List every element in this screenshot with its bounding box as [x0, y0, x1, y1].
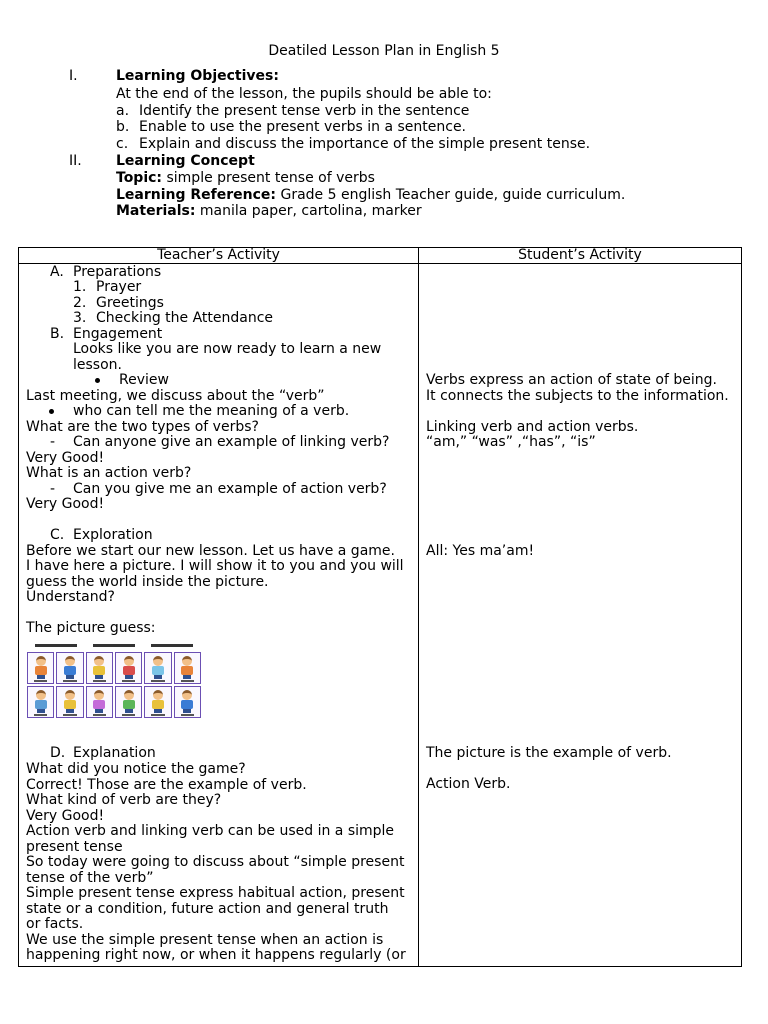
picture-card	[56, 686, 83, 718]
student-activity-header: Student’s Activity	[419, 248, 742, 264]
objective-marker: c.	[116, 136, 129, 152]
student-answer: All: Yes ma’am!	[426, 543, 535, 559]
prep-item: Checking the Attendance	[96, 310, 274, 326]
reference-label: Learning Reference:	[116, 187, 277, 203]
prep-item: Greetings	[96, 295, 164, 311]
activity-table	[18, 247, 742, 967]
picture-card	[86, 652, 113, 684]
picture-card	[174, 686, 201, 718]
picture-card	[115, 652, 142, 684]
explanation-line: present tense	[26, 838, 123, 855]
section-marker: C.	[50, 527, 65, 543]
picture-card	[144, 652, 171, 684]
explanation-line: Very Good!	[26, 807, 105, 824]
teacher-line: Understand?	[26, 589, 115, 605]
teacher-line: guess the world inside the picture.	[26, 574, 269, 590]
reference-value: Grade 5 english Teacher guide, guide curriculum.	[280, 187, 626, 203]
student-activity-cell	[419, 264, 742, 967]
teacher-line: I have here a picture. I will show it to you and you will	[26, 558, 404, 574]
objectives-heading: Learning Objectives:	[116, 68, 279, 84]
picture-card	[174, 652, 201, 684]
document-title: Deatiled Lesson Plan in English 5	[268, 43, 500, 59]
section-title-explanation: Explanation	[73, 745, 156, 761]
teacher-line: What is an action verb?	[26, 465, 192, 481]
bullet-icon	[95, 373, 100, 389]
explanation-line: Action verb and linking verb can be used in a simple	[26, 823, 395, 839]
teacher-activity-cell	[19, 264, 419, 967]
topic-label: Topic:	[116, 170, 163, 186]
prep-marker: 1.	[73, 279, 87, 295]
explanation-line: What kind of verb are they?	[26, 792, 222, 808]
picture-guess-image	[27, 642, 201, 718]
prep-marker: 2.	[73, 295, 87, 311]
section-title-engagement: Engagement	[73, 326, 163, 342]
student-answer: Action Verb.	[426, 776, 511, 792]
explanation-line: Simple present tense express habitual action, present	[26, 885, 405, 901]
materials-label: Materials:	[116, 203, 196, 219]
teacher-line: Before we start our new lesson. Let us have a game.	[26, 543, 395, 559]
student-answer: Verbs express an action of state of being.	[426, 372, 717, 388]
student-answer: “am,” “was” ,“has”, “is”	[426, 434, 596, 450]
teacher-line: Very Good!	[26, 450, 105, 466]
explanation-line: So today were going to discuss about “simple present	[26, 854, 405, 870]
teacher-line: Can anyone give an example of linking verb?	[73, 434, 390, 450]
teacher-activity-header: Teacher’s Activity	[19, 248, 419, 264]
explanation-line: or facts.	[26, 916, 84, 932]
objective-item: Identify the present tense verb in the sentence	[139, 103, 470, 119]
explanation-line: state or a condition, future action and general truth	[26, 900, 389, 917]
teacher-line: who can tell me the meaning of a verb.	[73, 403, 350, 419]
picture-card	[115, 686, 142, 718]
teacher-line: Can you give me an example of action verb?	[73, 481, 387, 497]
picture-card	[56, 652, 83, 684]
explanation-line: Correct! Those are the example of verb.	[26, 776, 307, 793]
objectives-intro: At the end of the lesson, the pupils should be able to:	[116, 86, 492, 102]
topic-line	[116, 170, 375, 186]
student-answer: The picture is the example of verb.	[426, 745, 672, 761]
picture-card	[86, 686, 113, 718]
objective-item: Explain and discuss the importance of the simple present tense.	[139, 136, 591, 152]
concept-numeral: II.	[69, 153, 82, 169]
picture-header-strip	[27, 642, 201, 650]
teacher-line: What are the two types of verbs?	[26, 419, 259, 435]
concept-heading: Learning Concept	[116, 153, 255, 169]
engagement-text: lesson.	[73, 357, 122, 373]
section-marker: A.	[50, 264, 64, 280]
section-marker: B.	[50, 326, 65, 342]
explanation-line: We use the simple present tense when an action is	[26, 931, 384, 948]
section-title-preparations: Preparations	[73, 264, 162, 280]
student-answer: Linking verb and action verbs.	[426, 419, 639, 435]
explanation-line: What did you notice the game?	[26, 761, 246, 777]
objective-item: Enable to use the present verbs in a sentence.	[139, 119, 467, 135]
teacher-line: Last meeting, we discuss about the “verb”	[26, 388, 325, 404]
objective-marker: a.	[116, 103, 130, 119]
prep-marker: 3.	[73, 310, 87, 326]
bullet-icon	[49, 404, 54, 420]
teacher-line: The picture guess:	[26, 620, 156, 636]
picture-card	[144, 686, 171, 718]
prep-item: Prayer	[96, 279, 142, 295]
dash-marker: -	[50, 481, 56, 497]
section-title-exploration: Exploration	[73, 527, 153, 543]
review-label: Review	[119, 372, 169, 388]
objective-marker: b.	[116, 119, 130, 135]
section-marker: D.	[50, 745, 66, 761]
dash-marker: -	[50, 434, 56, 450]
reference-line	[116, 187, 625, 203]
engagement-text: Looks like you are now ready to learn a new	[73, 341, 382, 357]
picture-card	[27, 652, 54, 684]
picture-card	[27, 686, 54, 718]
topic-value: simple present tense of verbs	[166, 170, 375, 186]
teacher-line: Very Good!	[26, 496, 105, 512]
materials-value: manila paper, cartolina, marker	[199, 203, 422, 219]
materials-line	[116, 203, 422, 219]
objectives-numeral: I.	[69, 68, 78, 84]
student-answer: It connects the subjects to the information.	[426, 388, 729, 404]
explanation-line: tense of the verb”	[26, 869, 154, 886]
explanation-line: happening right now, or when it happens regularly (or	[26, 947, 406, 963]
